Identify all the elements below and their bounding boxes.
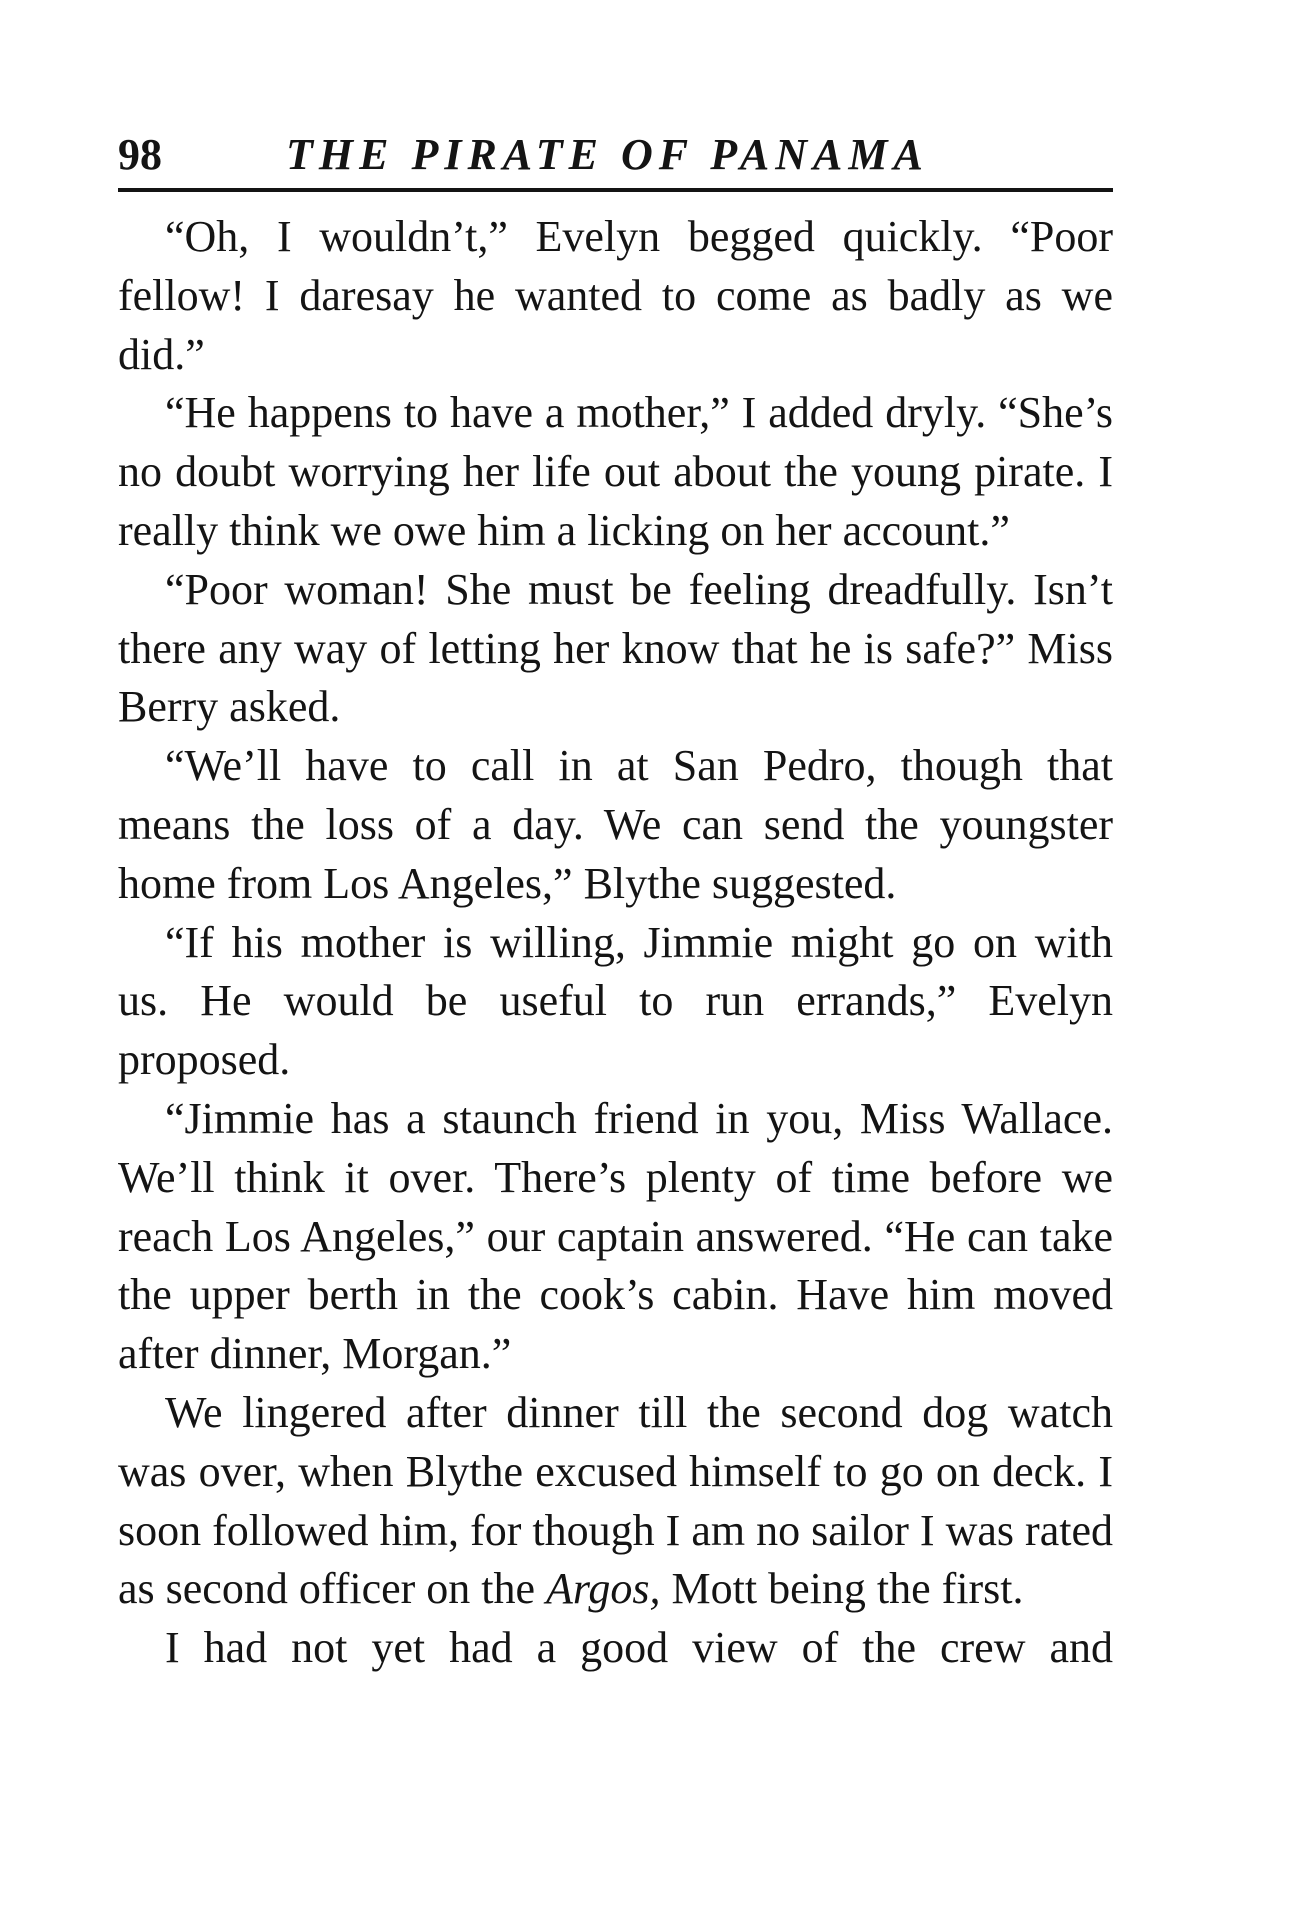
header-rule <box>118 188 1113 192</box>
paragraph: “Oh, I wouldn’t,” Evelyn begged quickly. “Poor fellow! I daresay he wanted to come as badly as we did.” <box>118 212 1113 379</box>
paragraph-text: We lingered after dinner till the second dog watch was over, when Blythe excused himself to go on deck. I soon followed him, for though I am no sailor I was rated as second officer on the <box>118 1387 1113 1614</box>
paragraph: “If his mother is willing, Jimmie might go on with us. He would be useful to run errands,” Evelyn proposed. <box>118 917 1113 1085</box>
paragraph-text: Mott being the first. <box>660 1564 1024 1614</box>
body-text <box>118 208 1113 1678</box>
paragraph-last-line: I had not yet had a good view of the crew and <box>165 1623 1113 1673</box>
paragraph: “He happens to have a mother,” I added dryly. “She’s no doubt worrying her life out about the young pirate. I really think we owe him a licking on her account.” <box>118 388 1113 555</box>
paragraph: “Poor woman! She must be feeling dreadfully. Isn’t there any way of letting her know that he is safe?” Miss Berry asked. <box>118 564 1113 732</box>
paragraph: “Jimmie has a staunch friend in you, Miss Wallace. We’ll think it over. There’s plenty of time before we reach Los Angeles,” our captain answered. “He can take the upper berth in the cook’s cabin. Have him moved after dinner, Morgan.” <box>118 1093 1113 1379</box>
paragraph: “We’ll have to call in at San Pedro, though that means the loss of a day. We can send the youngster home from Los Angeles,” Blythe suggested. <box>118 741 1113 908</box>
paragraph <box>118 1384 1113 1619</box>
running-title: THE PIRATE OF PANAMA <box>286 130 929 179</box>
page-number: 98 <box>118 130 162 179</box>
ship-name: Argos, <box>546 1564 661 1614</box>
page-header <box>118 125 1113 185</box>
